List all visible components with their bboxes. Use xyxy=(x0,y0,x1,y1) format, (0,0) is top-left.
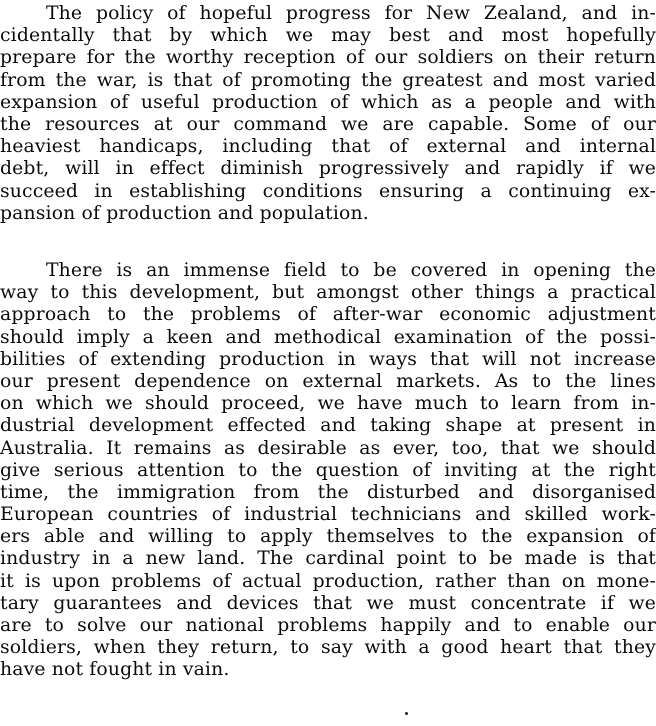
text-line: way to this development, but amongst other things a practical xyxy=(0,282,656,304)
text-line: give serious attention to the question of inviting at the right xyxy=(0,459,656,481)
text-line: approach to the problems of after-war economic adjustment xyxy=(0,304,656,326)
text-line: prepare for the worthy reception of our soldiers on their return xyxy=(0,47,656,69)
text-line: heaviest handicaps, including that of external and internal xyxy=(0,136,656,158)
text-line: There is an immense field to be covered in opening the xyxy=(46,260,656,281)
paragraph-1 xyxy=(0,3,656,225)
text-line: expansion of useful production of which as a people and with xyxy=(0,91,656,113)
text-line: should imply a keen and methodical examination of the possi- xyxy=(0,326,656,348)
text-line: from the war, is that of promoting the greatest and most varied xyxy=(0,69,656,91)
text-line: ers able and willing to apply themselves to the expansion of xyxy=(0,526,656,548)
text-line: dustrial development effected and taking shape at present in xyxy=(0,415,656,437)
text-line: are to solve our national problems happily and to enable our xyxy=(0,615,656,636)
text-line: on which we should proceed, we have much to learn from in- xyxy=(0,393,656,415)
text-line: time, the immigration from the disturbed and disorganised xyxy=(0,481,656,503)
text-line: Australia. It remains as desirable as ever, too, that we should xyxy=(0,437,656,459)
text-line: tary guarantees and devices that we must concentrate if we xyxy=(0,592,656,614)
text-line: pansion of production and population. xyxy=(0,202,369,224)
text-line: The policy of hopeful progress for New Zealand, and in- xyxy=(46,3,656,24)
text-line: succeed in establishing conditions ensuring a continuing ex- xyxy=(0,180,656,202)
text-line: bilities of extending production in ways that will not increase xyxy=(0,348,656,370)
text-line: soldiers, when they return, to say with a good heart that they xyxy=(0,637,656,659)
text-line: industry in a new land. The cardinal point to be made is that xyxy=(0,548,656,570)
text-line: debt, will in effect diminish progressively and rapidly if we xyxy=(0,158,656,180)
text-line: have not fought in vain. xyxy=(0,659,230,681)
print-speck xyxy=(405,712,408,715)
text-line: European countries of industrial technicians and skilled work- xyxy=(0,504,656,526)
paragraph-2 xyxy=(0,260,656,682)
text-line: our present dependence on external markets. As to the lines xyxy=(0,370,656,392)
text-line: it is upon problems of actual production, rather than on mone- xyxy=(0,570,656,592)
text-line: the resources at our command we are capable. Some of our xyxy=(0,113,656,135)
text-line: cidentally that by which we may best and most hopefully xyxy=(0,25,656,47)
